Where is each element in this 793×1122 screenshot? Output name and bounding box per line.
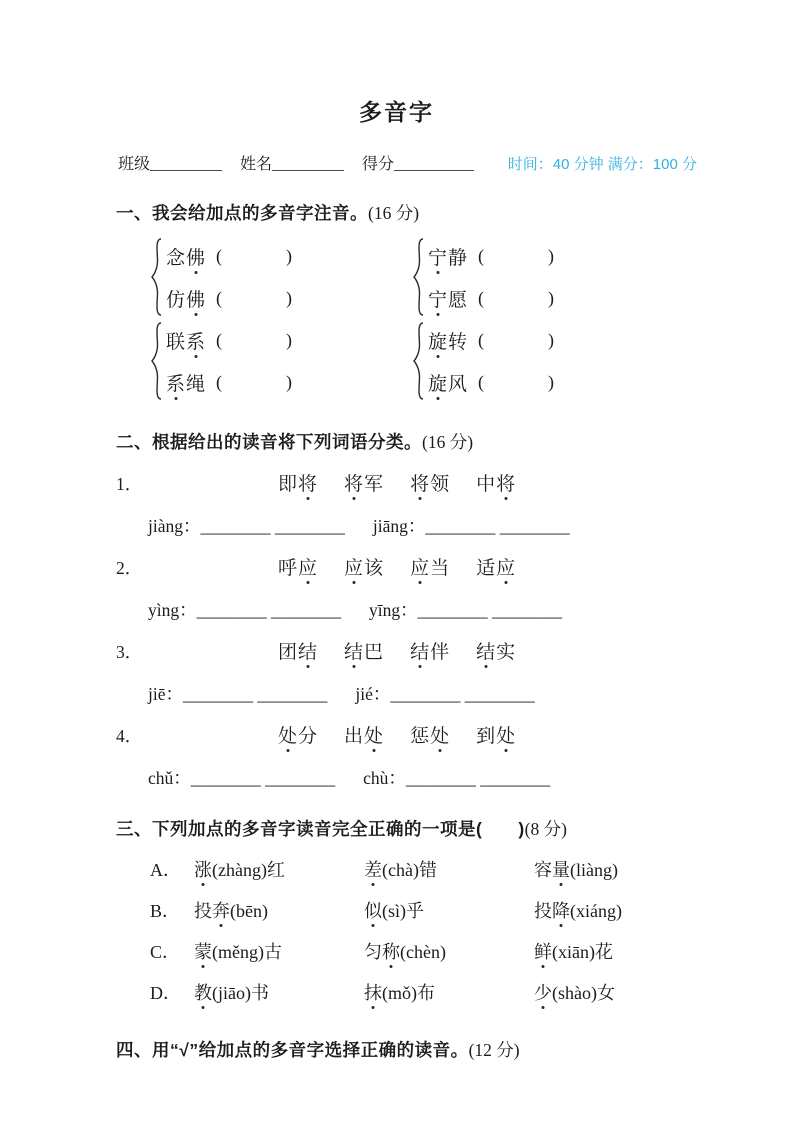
brace-icon bbox=[150, 237, 163, 317]
name-field bbox=[240, 151, 344, 174]
class-field-blank: _________ bbox=[150, 156, 223, 173]
word-list-row bbox=[116, 637, 793, 664]
option-word-group bbox=[534, 938, 613, 964]
pinyin-group-fo bbox=[150, 235, 412, 319]
word bbox=[278, 553, 318, 580]
answer-blanks-row bbox=[148, 765, 793, 790]
word-list-row bbox=[116, 553, 793, 580]
answer-paren-close: ) bbox=[286, 371, 293, 392]
answer-paren-open: ( bbox=[478, 287, 485, 308]
answer-paren-open: ( bbox=[216, 287, 223, 308]
word-dot-char: 宁 bbox=[428, 243, 448, 270]
exam-time-info: 时间：40 分钟 满分：100 分 bbox=[507, 156, 697, 173]
option-word-group bbox=[364, 897, 534, 923]
word-dot-char: 蒙 bbox=[194, 938, 212, 964]
word-dot-char: 将 bbox=[298, 469, 318, 496]
word-dot-char: 称 bbox=[382, 938, 400, 964]
word-dot-char: 将 bbox=[496, 469, 516, 496]
word-post: 伴 bbox=[430, 642, 451, 663]
word-dot-char: 佛 bbox=[186, 243, 206, 270]
word-pre: 即 bbox=[278, 474, 299, 495]
classify-item-1 bbox=[116, 469, 793, 538]
word-dot-char: 结 bbox=[298, 637, 318, 664]
word bbox=[410, 469, 450, 496]
section3-answer-paren: ( ) bbox=[476, 819, 525, 839]
word-dot-char: 处 bbox=[496, 721, 516, 748]
word-post: (liàng) bbox=[570, 860, 618, 880]
group-rows bbox=[166, 319, 292, 403]
word bbox=[428, 243, 468, 270]
section4-score: (12 分) bbox=[468, 1040, 520, 1060]
word-pre: 团 bbox=[278, 642, 299, 663]
answer-paren-close: ) bbox=[548, 371, 555, 392]
answer-paren-open: ( bbox=[478, 371, 485, 392]
answer-paren-close: ) bbox=[286, 245, 293, 266]
word bbox=[166, 369, 206, 396]
word-pre: 呼 bbox=[278, 558, 299, 579]
word-dot-char: 佛 bbox=[186, 285, 206, 312]
word-dot-char: 量 bbox=[552, 856, 570, 882]
word bbox=[476, 721, 516, 748]
name-field-label: 姓名 bbox=[240, 156, 273, 173]
word-post: 领 bbox=[430, 474, 451, 495]
word-pre: 容 bbox=[534, 860, 552, 880]
section1-score: (16 分) bbox=[368, 203, 420, 223]
pinyin-row bbox=[428, 277, 554, 319]
pinyin-group-xuan bbox=[412, 319, 732, 403]
word-post: (zhàng)红 bbox=[212, 860, 285, 880]
word bbox=[344, 637, 384, 664]
word-list-row bbox=[116, 469, 793, 496]
word-dot-char: 抹 bbox=[364, 979, 382, 1005]
word bbox=[278, 469, 318, 496]
answer-paren-open: ( bbox=[216, 371, 223, 392]
word-post: (xiān)花 bbox=[552, 942, 613, 962]
option-word-group bbox=[194, 938, 364, 964]
option-label: B． bbox=[150, 901, 181, 921]
brace-icon bbox=[412, 237, 425, 317]
word-dot-char: 将 bbox=[344, 469, 364, 496]
class-field-label: 班级 bbox=[118, 156, 151, 173]
word-pre: 到 bbox=[476, 726, 497, 747]
group-rows bbox=[166, 235, 292, 319]
option-word-group bbox=[364, 856, 534, 882]
choice-option-c bbox=[150, 938, 793, 964]
word-dot-char: 奔 bbox=[212, 897, 230, 923]
word-post: 静 bbox=[448, 247, 469, 269]
group-rows bbox=[428, 319, 554, 403]
answer-paren-close: ) bbox=[548, 287, 555, 308]
student-fields bbox=[118, 151, 474, 174]
word-list bbox=[278, 721, 516, 748]
word bbox=[476, 553, 516, 580]
word-dot-char: 应 bbox=[298, 553, 318, 580]
pinyin-row bbox=[166, 235, 292, 277]
answer-blank: jiāng：________ ________ bbox=[372, 516, 570, 536]
class-field bbox=[118, 151, 222, 174]
word-dot-char: 处 bbox=[430, 721, 450, 748]
section3-heading-text: 三、下列加点的多音字读音完全正确的一项是 bbox=[116, 819, 476, 839]
answer-paren-open: ( bbox=[216, 245, 223, 266]
brace-icon bbox=[412, 321, 425, 401]
item-number: 3． bbox=[116, 642, 143, 662]
word-post: 军 bbox=[364, 474, 385, 495]
word-pre: 投 bbox=[534, 901, 552, 921]
word-dot-char: 差 bbox=[364, 856, 382, 882]
section1-groups bbox=[150, 235, 793, 403]
word-dot-char: 旋 bbox=[428, 369, 448, 396]
word bbox=[344, 721, 384, 748]
word-post: 当 bbox=[430, 558, 451, 579]
option-word-group bbox=[534, 856, 618, 882]
answer-paren-open: ( bbox=[478, 245, 485, 266]
word bbox=[344, 553, 384, 580]
word-post: 绳 bbox=[186, 373, 207, 395]
word bbox=[428, 285, 468, 312]
word-dot-char: 应 bbox=[410, 553, 430, 580]
option-word-group bbox=[534, 979, 615, 1005]
section4-heading-text: 四、用“√”给加点的多音字选择正确的读音。 bbox=[116, 1040, 469, 1060]
word-list-row bbox=[116, 721, 793, 748]
choice-option-a bbox=[150, 856, 793, 882]
word-post: (xiáng) bbox=[570, 901, 622, 921]
answer-paren-open: ( bbox=[216, 329, 223, 350]
word-dot-char: 似 bbox=[364, 897, 382, 923]
classify-item-4 bbox=[116, 721, 793, 790]
word-dot-char: 系 bbox=[186, 327, 206, 354]
option-word-group bbox=[364, 979, 534, 1005]
answer-blank: yīng：________ ________ bbox=[369, 600, 562, 620]
answer-paren-close: ) bbox=[548, 329, 555, 350]
section3-heading bbox=[116, 816, 733, 841]
answer-blank: jié：________ ________ bbox=[355, 684, 535, 704]
section4-heading bbox=[116, 1037, 733, 1062]
score-field-blank: __________ bbox=[394, 156, 475, 173]
word-pre: 念 bbox=[166, 247, 187, 269]
word-pre: 仿 bbox=[166, 289, 187, 311]
section2-heading-text: 二、根据给出的读音将下列词语分类。 bbox=[116, 432, 422, 452]
word bbox=[428, 369, 468, 396]
brace-icon bbox=[150, 321, 163, 401]
pinyin-row bbox=[166, 277, 292, 319]
option-label: D． bbox=[150, 983, 181, 1003]
classify-item-2 bbox=[116, 553, 793, 622]
word-pre: 中 bbox=[476, 474, 497, 495]
answer-paren-close: ) bbox=[286, 287, 293, 308]
word-post: 实 bbox=[496, 642, 517, 663]
word-post: 愿 bbox=[448, 289, 469, 311]
word bbox=[166, 327, 206, 354]
option-label: C． bbox=[150, 942, 181, 962]
answer-blank: jiàng：________ ________ bbox=[148, 516, 345, 536]
pinyin-row bbox=[428, 235, 554, 277]
answer-blank: yìng：________ ________ bbox=[148, 600, 341, 620]
answer-blank: chù：________ ________ bbox=[363, 768, 551, 788]
word-pre: 适 bbox=[476, 558, 497, 579]
pinyin-row bbox=[166, 319, 292, 361]
answer-blank: chǔ：________ ________ bbox=[148, 768, 336, 788]
section3-score: (8 分) bbox=[524, 819, 567, 839]
section2-score: (16 分) bbox=[422, 432, 474, 452]
word-list bbox=[278, 553, 516, 580]
word bbox=[344, 469, 384, 496]
word-list bbox=[278, 637, 516, 664]
word bbox=[278, 721, 318, 748]
item-number: 4． bbox=[116, 726, 143, 746]
header-info-row bbox=[118, 151, 697, 174]
word-dot-char: 结 bbox=[344, 637, 364, 664]
classify-item-3 bbox=[116, 637, 793, 706]
word bbox=[410, 553, 450, 580]
word-post: 风 bbox=[448, 373, 469, 395]
pinyin-row bbox=[428, 361, 554, 403]
answer-paren-close: ) bbox=[548, 245, 555, 266]
page-title: 多音字 bbox=[359, 99, 434, 125]
option-word-group bbox=[364, 938, 534, 964]
word bbox=[278, 637, 318, 664]
word-pre: 出 bbox=[344, 726, 365, 747]
word-pre: 联 bbox=[166, 331, 187, 353]
word-post: (měng)古 bbox=[212, 942, 282, 962]
section1-heading-text: 一、我会给加点的多音字注音。 bbox=[116, 203, 368, 223]
option-word-group bbox=[194, 979, 364, 1005]
item-number: 1． bbox=[116, 474, 143, 494]
group-rows bbox=[428, 235, 554, 319]
word-post: (shào)女 bbox=[552, 983, 615, 1003]
answer-paren-close: ) bbox=[286, 329, 293, 350]
name-field-blank: _________ bbox=[272, 156, 345, 173]
answer-paren-open: ( bbox=[478, 329, 485, 350]
word-post: 该 bbox=[364, 558, 385, 579]
answer-blanks-row bbox=[148, 597, 793, 622]
word-post: 分 bbox=[298, 726, 319, 747]
score-field-label: 得分 bbox=[362, 156, 395, 173]
answer-blanks-row bbox=[148, 681, 793, 706]
word-dot-char: 处 bbox=[278, 721, 298, 748]
word-pre: 惩 bbox=[410, 726, 431, 747]
word bbox=[166, 285, 206, 312]
word-post: (chà)错 bbox=[382, 860, 437, 880]
word-dot-char: 涨 bbox=[194, 856, 212, 882]
word-dot-char: 宁 bbox=[428, 285, 448, 312]
option-word-group bbox=[194, 856, 364, 882]
word bbox=[410, 721, 450, 748]
word-pre: 投 bbox=[194, 901, 212, 921]
word-post: (chèn) bbox=[400, 942, 446, 962]
pinyin-row bbox=[428, 319, 554, 361]
word-dot-char: 鲜 bbox=[534, 938, 552, 964]
word-dot-char: 系 bbox=[166, 369, 186, 396]
word-dot-char: 降 bbox=[552, 897, 570, 923]
word-post: 转 bbox=[448, 331, 469, 353]
word-dot-char: 结 bbox=[410, 637, 430, 664]
choice-option-d bbox=[150, 979, 793, 1005]
word bbox=[428, 327, 468, 354]
word-post: (bēn) bbox=[230, 901, 268, 921]
word-dot-char: 处 bbox=[364, 721, 384, 748]
word-dot-char: 旋 bbox=[428, 327, 448, 354]
section1-heading bbox=[116, 200, 733, 225]
pinyin-group-ning bbox=[412, 235, 732, 319]
answer-blanks-row bbox=[148, 513, 793, 538]
word-post: 巴 bbox=[364, 642, 385, 663]
option-word-group bbox=[194, 897, 364, 923]
section2-heading bbox=[116, 429, 733, 454]
word-dot-char: 应 bbox=[344, 553, 364, 580]
word-post: (sì)乎 bbox=[382, 901, 424, 921]
word-post: (mǒ)布 bbox=[382, 983, 435, 1003]
score-field bbox=[362, 151, 474, 174]
choice-option-b bbox=[150, 897, 793, 923]
word-dot-char: 少 bbox=[534, 979, 552, 1005]
item-number: 2． bbox=[116, 558, 143, 578]
word bbox=[476, 637, 516, 664]
word-dot-char: 将 bbox=[410, 469, 430, 496]
word-list bbox=[278, 469, 516, 496]
pinyin-group-xi bbox=[150, 319, 412, 403]
word bbox=[476, 469, 516, 496]
option-word-group bbox=[534, 897, 622, 923]
option-label: A． bbox=[150, 860, 181, 880]
word-dot-char: 结 bbox=[476, 637, 496, 664]
word-dot-char: 教 bbox=[194, 979, 212, 1005]
word-pre: 匀 bbox=[364, 942, 382, 962]
answer-blank: jiē：________ ________ bbox=[148, 684, 328, 704]
word bbox=[166, 243, 206, 270]
pinyin-row bbox=[166, 361, 292, 403]
word-post: (jiāo)书 bbox=[212, 983, 269, 1003]
word-dot-char: 应 bbox=[496, 553, 516, 580]
word bbox=[410, 637, 450, 664]
